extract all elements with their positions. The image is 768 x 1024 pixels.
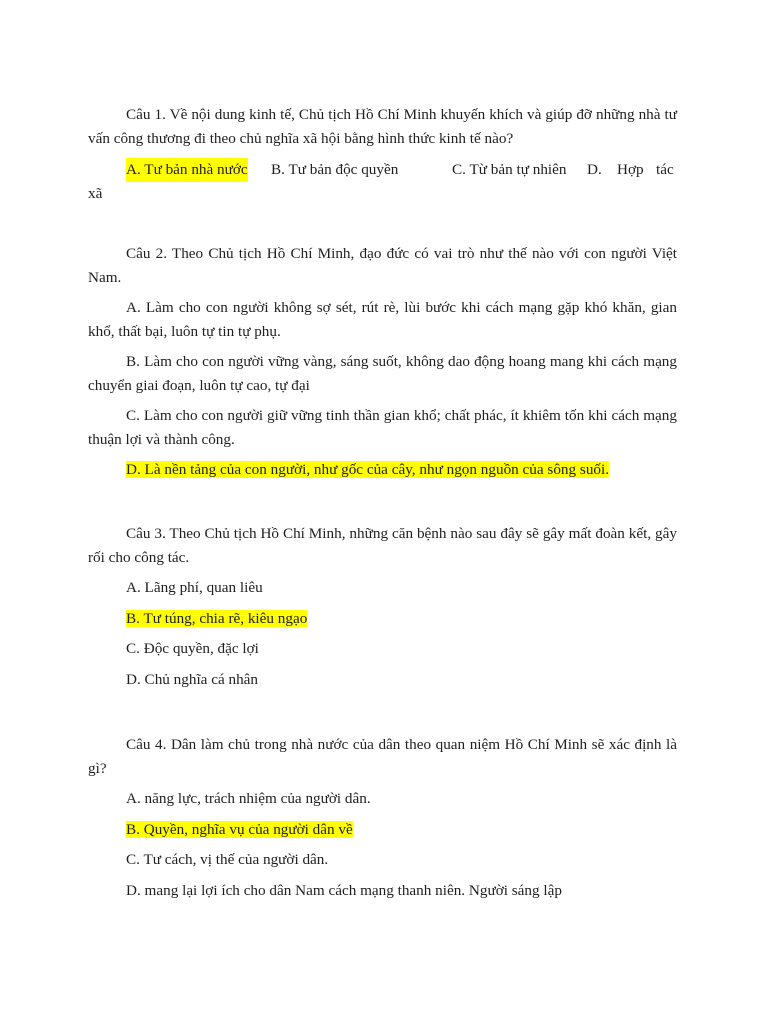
question-4-text: Câu 4. Dân làm chủ trong nhà nước của dân theo quan niệm Hồ Chí Minh sẽ xác định là gì? bbox=[88, 736, 677, 777]
question-1-options-row bbox=[88, 158, 677, 182]
question-2-option-a[interactable]: A. Làm cho con người không sợ sét, rút rè, lùi bước khi cách mạng gặp khó khăn, gian khổ, thất bại, luôn tự tin tự phụ. bbox=[88, 299, 677, 340]
question-3 bbox=[88, 522, 677, 691]
question-1 bbox=[88, 103, 677, 205]
question-3-text: Câu 3. Theo Chủ tịch Hồ Chí Minh, những căn bệnh nào sau đây sẽ gây mất đoàn kết, gây rối cho công tác. bbox=[88, 525, 677, 566]
question-3-option-b[interactable]: B. Tư túng, chia rẽ, kiêu ngạo bbox=[126, 609, 308, 627]
question-2-option-d[interactable]: D. Là nền tảng của con người, như gốc của cây, như ngọn nguồn của sông suối. bbox=[126, 461, 610, 478]
question-4-option-b-row bbox=[88, 818, 677, 842]
question-3-option-d[interactable]: D. Chủ nghĩa cá nhân bbox=[126, 670, 259, 688]
question-2-text: Câu 2. Theo Chủ tịch Hồ Chí Minh, đạo đức có vai trò như thế nào với con người Việt Nam. bbox=[88, 245, 677, 286]
question-1-text: Câu 1. Về nội dung kinh tế, Chủ tịch Hồ Chí Minh khuyến khích và giúp đỡ những nhà tư vấn công thương đi theo chủ nghĩa xã hội bằng hình thức kinh tế nào? bbox=[88, 106, 677, 147]
question-4-option-b[interactable]: B. Quyền, nghĩa vụ của người dân về bbox=[126, 820, 353, 838]
question-2-option-c[interactable]: C. Làm cho con người giữ vững tinh thần gian khổ; chất phác, ít khiêm tốn khi cách mạng thuận lợi và thành công. bbox=[88, 407, 677, 448]
question-1-option-b[interactable]: B. Tư bản độc quyền bbox=[271, 161, 399, 178]
question-4-option-a[interactable]: A. năng lực, trách nhiệm của người dân. bbox=[126, 790, 371, 807]
question-3-option-b-row bbox=[88, 607, 677, 631]
question-2 bbox=[88, 242, 677, 482]
question-1-option-d-wrap: xã bbox=[88, 184, 103, 202]
question-4-option-d[interactable]: D. mang lại lợi ích cho dân Nam cách mạng thanh niên. Người sáng lập bbox=[126, 881, 562, 899]
question-3-option-c[interactable]: C. Độc quyền, đặc lợi bbox=[126, 640, 259, 657]
question-1-option-c[interactable]: C. Từ bản tự nhiên bbox=[452, 161, 567, 178]
question-1-option-d-label[interactable]: D. bbox=[587, 161, 602, 178]
question-2-option-b[interactable]: B. Làm cho con người vững vàng, sáng suốt, không dao động hoang mang khi cách mạng chuyển giai đoạn, luôn tự cao, tự đại bbox=[88, 353, 677, 394]
question-1-option-a[interactable]: A. Tư bản nhà nước bbox=[126, 158, 248, 182]
question-4 bbox=[88, 733, 677, 902]
question-2-option-d-row bbox=[88, 458, 677, 482]
question-3-option-a[interactable]: A. Lãng phí, quan liêu bbox=[126, 579, 263, 596]
question-4-option-c[interactable]: C. Tư cách, vị thế của người dân. bbox=[126, 851, 329, 868]
question-1-option-d-word2: tác bbox=[656, 161, 674, 178]
question-1-option-d-word1: Hợp bbox=[617, 161, 644, 178]
